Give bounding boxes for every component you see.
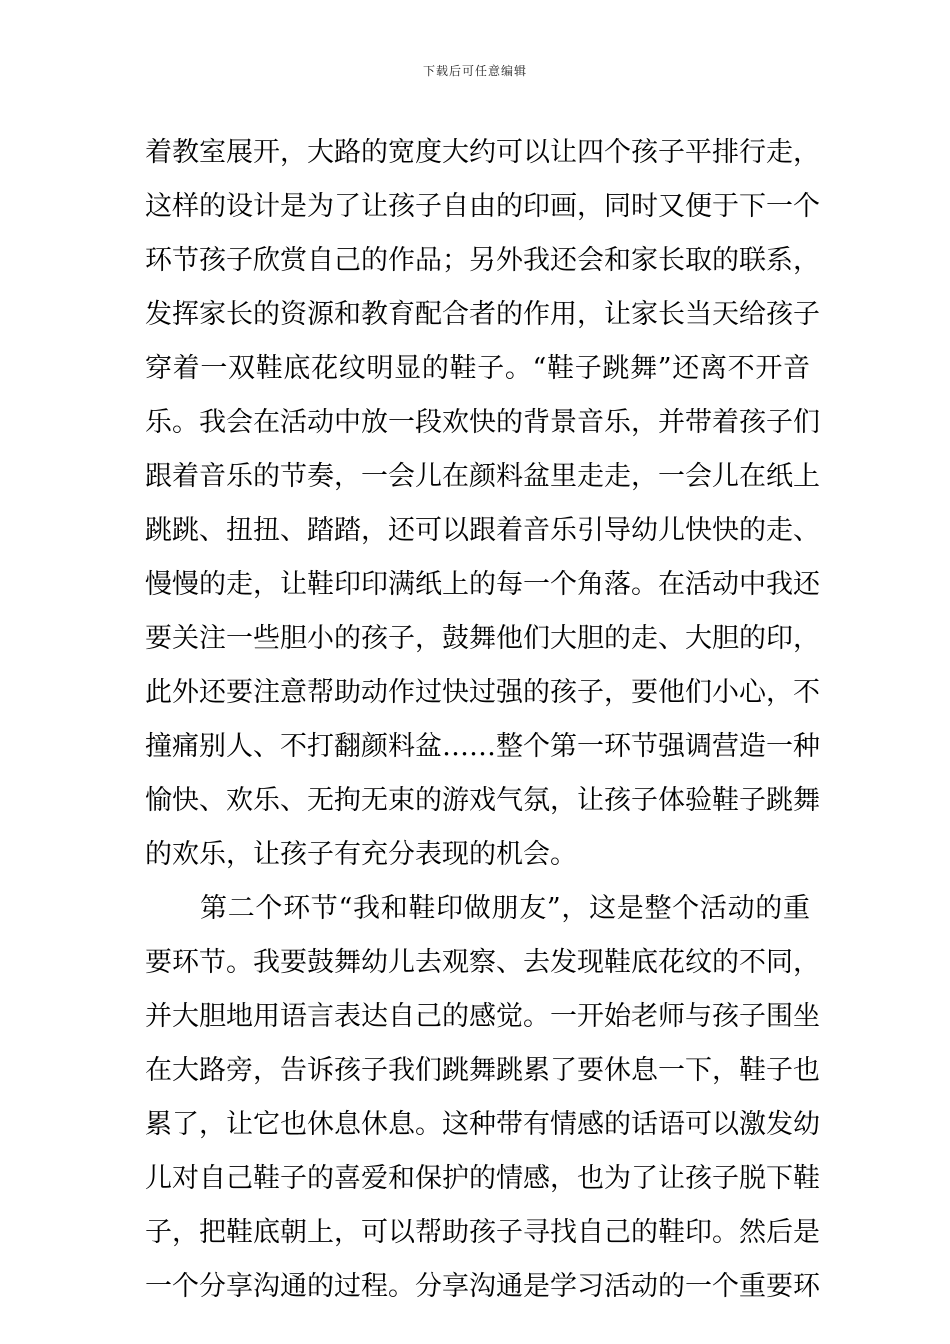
body-text [145, 126, 820, 1314]
text-line: 愉快、欢乐、无拘无束的游戏气氛，让孩子体验鞋子跳舞 [145, 785, 820, 816]
text-line: 着教室展开，大路的宽度大约可以让四个孩子平排行走， [145, 137, 820, 168]
paragraph-start-line: 第二个环节“我和鞋印做朋友”，这是整个活动的重 [200, 893, 810, 924]
text-line: 乐。我会在活动中放一段欢快的背景音乐，并带着孩子们 [145, 407, 820, 438]
text-line: 儿对自己鞋子的喜爱和保护的情感，也为了让孩子脱下鞋 [145, 1163, 820, 1194]
header-note: 下载后可任意编辑 [422, 64, 527, 78]
text-line: 慢慢的走，让鞋印印满纸上的每一个角落。在活动中我还 [145, 569, 820, 600]
text-line: 一个分享沟通的过程。分享沟通是学习活动的一个重要环 [145, 1271, 820, 1302]
text-line: 此外还要注意帮助动作过快过强的孩子，要他们小心，不 [145, 677, 820, 708]
text-line: 并大胆地用语言表达自己的感觉。一开始老师与孩子围坐 [145, 1001, 820, 1032]
text-line: 要环节。我要鼓舞幼儿去观察、去发现鞋底花纹的不同， [145, 947, 820, 978]
text-line: 撞痛别人、不打翻颜料盆……整个第一环节强调营造一种 [145, 731, 820, 762]
text-line: 环节孩子欣赏自己的作品；另外我还会和家长取的联系， [145, 245, 820, 276]
text-line: 累了，让它也休息休息。这种带有情感的话语可以激发幼 [145, 1109, 820, 1140]
text-line: 发挥家长的资源和教育配合者的作用，让家长当天给孩子 [145, 299, 820, 330]
text-line: 穿着一双鞋底花纹明显的鞋子。“鞋子跳舞”还离不开音 [145, 353, 810, 384]
text-line: 跟着音乐的节奏，一会儿在颜料盆里走走，一会儿在纸上 [145, 461, 820, 492]
text-line: 在大路旁，告诉孩子我们跳舞跳累了要休息一下，鞋子也 [145, 1055, 820, 1086]
text-line: 这样的设计是为了让孩子自由的印画，同时又便于下一个 [145, 191, 820, 222]
text-line: 要关注一些胆小的孩子，鼓舞他们大胆的走、大胆的印， [145, 623, 820, 654]
text-line: 跳跳、扭扭、踏踏，还可以跟着音乐引导幼儿快快的走、 [145, 515, 820, 546]
text-line: 的欢乐，让孩子有充分表现的机会。 [145, 839, 577, 870]
text-line: 子，把鞋底朝上，可以帮助孩子寻找自己的鞋印。然后是 [145, 1217, 820, 1248]
